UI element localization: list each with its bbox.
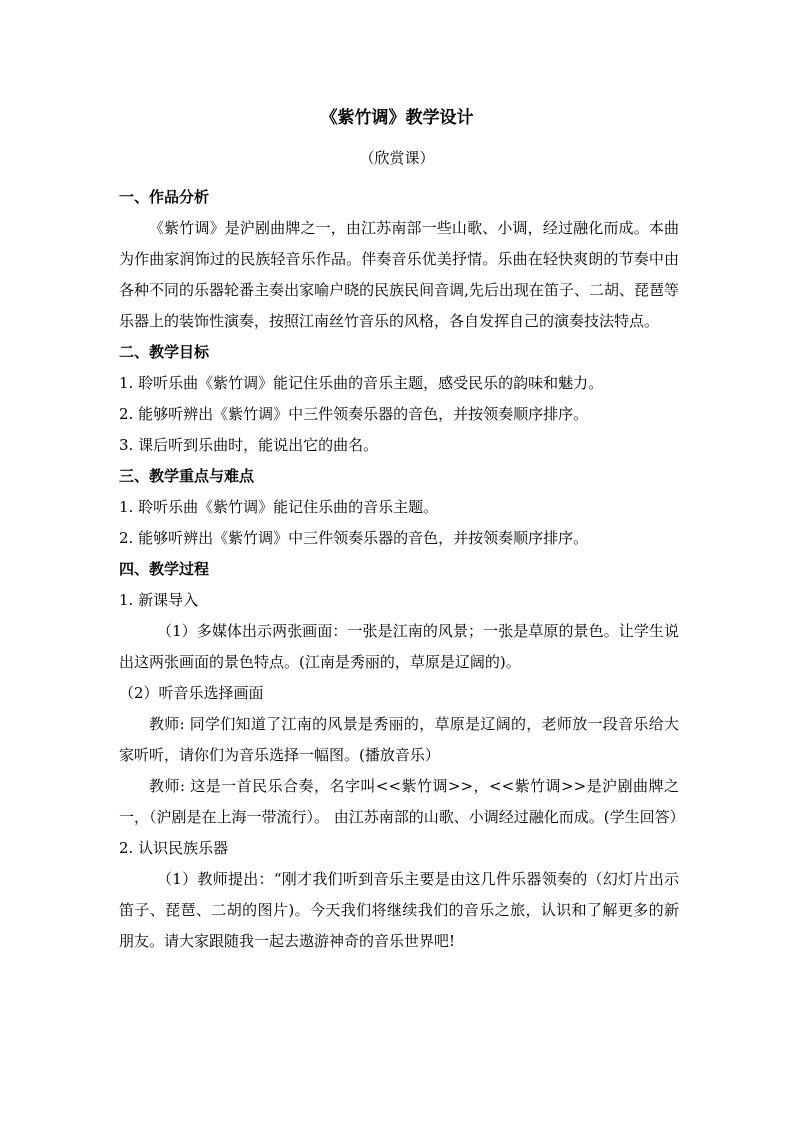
- teacher-paragraph: 教师: 这是一首民乐合奏，名字叫<<紫竹调>>，<<紫竹调>>是沪剧曲牌之一，（沪剧是在上海一带流行）。 由江苏南部的山歌、小调经过融化而成。(学生回答）: [119, 777, 685, 826]
- section-heading-process: 四、教学过程: [119, 560, 210, 578]
- teacher-paragraph: 教师: 同学们知道了江南的风景是秀丽的，草原是辽阔的，老师放一段音乐给大家听听，请你们为音乐选择一幅图。(播放音乐）: [119, 715, 679, 764]
- step-title-intro: 1. 新课导入: [119, 591, 199, 609]
- section-heading-analysis: 一、作品分析: [119, 188, 210, 206]
- document-body: [119, 182, 685, 957]
- objective-item: 2. 能够听辨出《紫竹调》中三件领奏乐器的音色，并按领奏顺序排序。: [119, 405, 589, 423]
- objective-item: 3. 课后听到乐曲时，能说出它的曲名。: [119, 436, 379, 454]
- key-point-item: 1. 聆听乐曲《紫竹调》能记住乐曲的音乐主题。: [119, 498, 439, 516]
- step-paragraph: （1）多媒体出示两张画面：一张是江南的风景；一张是草原的景色。让学生说出这两张画面的景色特点。(江南是秀丽的，草原是辽阔的)。: [119, 622, 679, 671]
- key-point-item: 2. 能够听辨出《紫竹调》中三件领奏乐器的音色，并按领奏顺序排序。: [119, 529, 589, 547]
- analysis-paragraph: 《紫竹调》是沪剧曲牌之一，由江苏南部一些山歌、小调，经过融化而成。本曲为作曲家润饰过的民族轻音乐作品。伴奏音乐优美抒情。乐曲在轻快爽朗的节奏中由各种不同的乐器轮番主奏出家喻户晓的民族民间音调,先后出现在笛子、二胡、琵琶等乐器上的装饰性演奏，按照江南丝竹音乐的风格，各自发挥自己的演奏技法特点。: [119, 219, 679, 330]
- page-subtitle: （欣赏课）: [359, 149, 435, 167]
- section-heading-objectives: 二、教学目标: [119, 343, 210, 361]
- step-subtitle: （2）听音乐选择画面: [119, 684, 264, 702]
- step-paragraph: （1）教师提出：“刚才我们听到音乐主要是由这几件乐器领奏的（幻灯片出示笛子、琵琶、二胡的图片)。今天我们将继续我们的音乐之旅，认识和了解更多的新朋友。请大家跟随我一起去遨游神奇的音乐世界吧!: [119, 870, 679, 950]
- objective-item: 1. 聆听乐曲《紫竹调》能记住乐曲的音乐主题，感受民乐的韵味和魅力。: [119, 374, 604, 392]
- step-title-instruments: 2. 认识民族乐器: [119, 839, 229, 857]
- section-heading-key-points: 三、教学重点与难点: [119, 467, 255, 485]
- page-title: 《紫竹调》教学设计: [320, 108, 474, 128]
